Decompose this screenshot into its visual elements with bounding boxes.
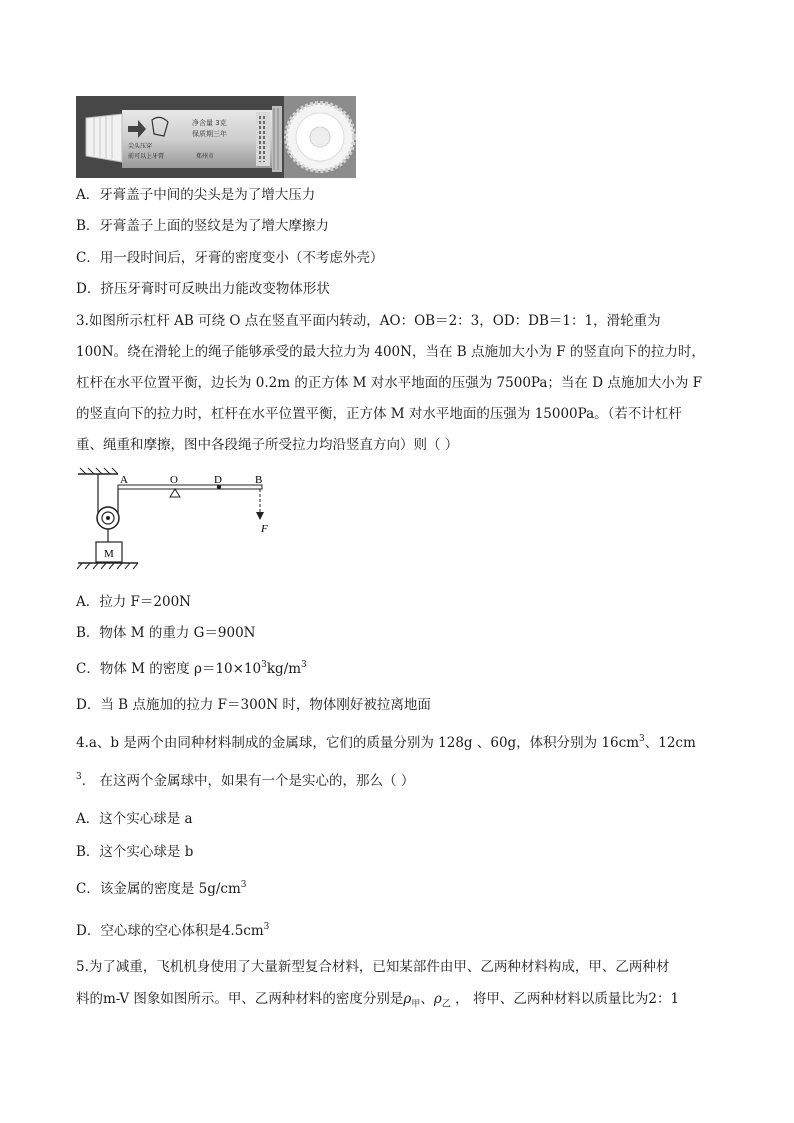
fulcrum: [170, 489, 180, 497]
q2-option-b: B．牙膏盖子上面的竖纹是为了增大摩擦力: [76, 218, 329, 234]
label-o: O: [170, 474, 178, 486]
label-f: F: [261, 523, 268, 535]
q4-line-2: $^3$． 在这两个金属球中，如果有一个是实心的，那么（ ）: [76, 771, 415, 789]
q4-option-b: B．这个实心球是 b: [76, 844, 194, 860]
label-a: A: [120, 474, 128, 486]
q2-option-c: C．用一段时间后，牙膏的密度变小（不考虑外壳）: [76, 250, 384, 266]
q4-option-c: C．该金属的密度是 $5g/cm^3$: [76, 879, 247, 897]
tube-text-2: 保质期三年: [192, 130, 227, 138]
tube-text-4: 前可以上牙膏: [128, 153, 165, 160]
lever-diagram: [74, 466, 294, 578]
q3-option-d: D．当 B 点施加的拉力 F＝300N 时，物体刚好被拉离地面: [76, 697, 431, 713]
tube-text-3: 尖头压穿: [128, 143, 153, 150]
q3-line-5: 重、绳重和摩擦，图中各段绳子所受拉力均沿竖直方向）则（ ）: [76, 437, 459, 453]
tube-text-5: 郑州市: [196, 153, 215, 160]
label-m: M: [104, 548, 114, 560]
q4-option-a: A．这个实心球是 a: [76, 811, 193, 827]
q3-option-c: C．物体 M 的密度 $\rho=10\times 10^3kg/m^3$: [76, 659, 307, 677]
pulley: [97, 507, 119, 529]
q3-option-b: B．物体 M 的重力 G＝900N: [76, 625, 256, 641]
label-b: B: [255, 474, 263, 486]
q3-option-a: A．拉力 F＝200N: [76, 594, 191, 610]
q5-line-1: 5.为了减重，飞机机身使用了大量新型复合材料，已知某部件由甲、乙两种材料构成，甲、乙两种材: [76, 959, 670, 975]
q3-line-2: 100N。绕在滑轮上的绳子能够承受的最大拉力为 400N，当在 B 点施加大小为 F 的竖直向下的拉力时，: [76, 344, 705, 360]
lever-bar: [118, 485, 262, 489]
label-d: D: [214, 474, 222, 486]
tube-text-1: 净含量 3克: [192, 119, 227, 127]
ridged-cap-icon: [286, 103, 354, 171]
q4-option-d: D．空心球的空心体积是$4.5cm^3$: [76, 921, 270, 939]
toothpaste-photo: [76, 96, 356, 178]
q5-line-2: 料的m-V 图象如图所示。甲、乙两种材料的密度分别是$\rho_甲$、$\rho_乙$ ， 将甲、乙两种材料以质量比为2：1: [76, 991, 680, 1010]
q3-line-3: 杠杆在水平位置平衡，边长为 0.2m 的正方体 M 对水平地面的压强为 7500Pa；当在 D 点施加大小为 F: [76, 375, 702, 391]
q2-option-a: A．牙膏盖子中间的尖头是为了增大压力: [76, 187, 316, 203]
q4-line-1: 4.a、b 是两个由同种材料制成的金属球，它们的质量分别为 128g 、60g，体积分别为 $16cm^3$、12cm: [76, 733, 696, 751]
force-arrow-icon: [256, 512, 264, 520]
q3-line-4: 的竖直向下的拉力时，杠杆在水平位置平衡，正方体 M 对水平地面的压强为 15000Pa。（若不计杠杆: [76, 406, 682, 422]
q2-option-d: D．挤压牙膏时可反映出力能改变物体形状: [76, 281, 330, 297]
toothpaste-image: [76, 96, 356, 178]
q3-line-1: 3.如图所示杠杆 AB 可绕 O 点在竖直平面内转动，AO：OB＝2：3，OD：DB＝1：1，滑轮重为: [76, 313, 661, 329]
